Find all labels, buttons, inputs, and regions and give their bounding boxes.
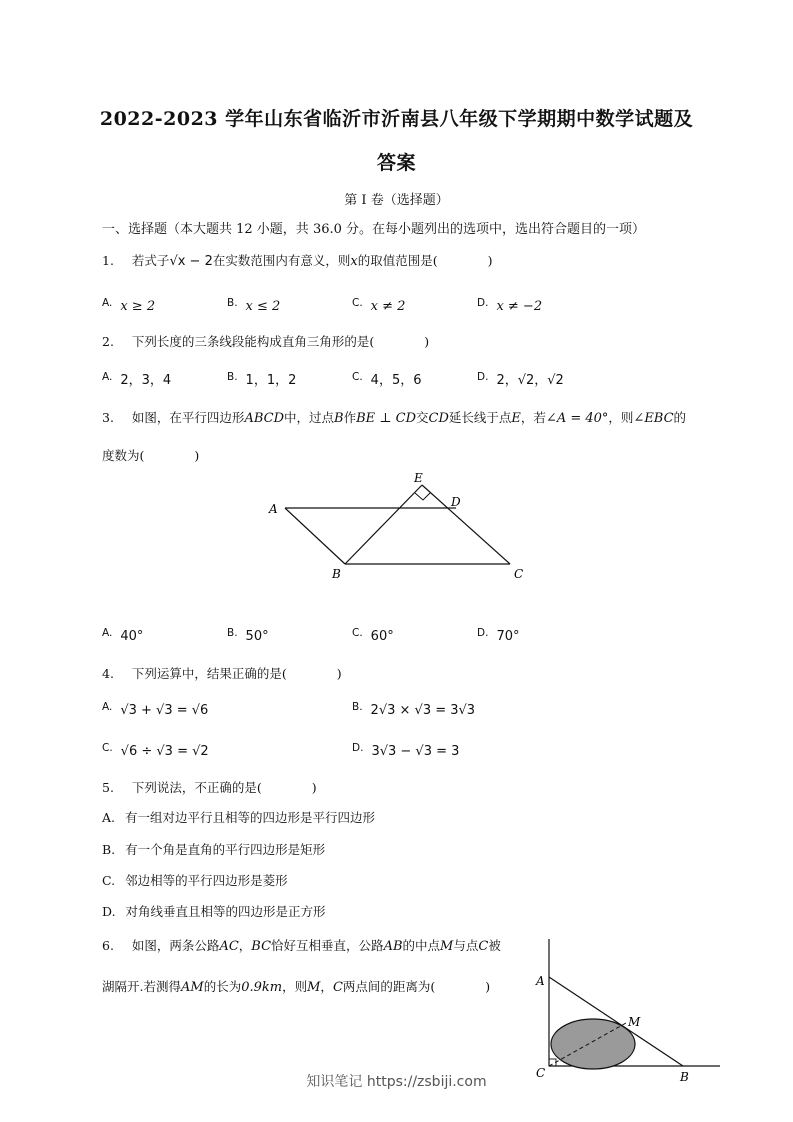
label-m: M [628,1015,641,1029]
q3-parallelogram-figure [260,468,540,586]
q6-lake-figure [530,935,730,1085]
q1-option-b: $^{B.}$ x ≤ 2 [227,297,281,314]
question-2: 2. 下列长度的三条线段能构成直角三角形的是( ) [102,334,430,349]
label-d: D [451,495,461,509]
question-1: 1. 若式子√x − 2在实数范围内有意义，则x的取值范围是( ) [102,253,493,269]
q5-option-a: A. 有一组对边平行且相等的四边形是平行四边形 [102,810,376,825]
q1-option-d: $^{D.}$ x ≠ −2 [477,297,543,314]
document-title-line-1: 2022-2023 学年山东省临沂市沂南县八年级下学期期中数学试题及 [99,108,694,130]
q1-option-a: $^{A.}$ x ≥ 2 [102,297,156,314]
q2-option-b: $^{B.}$ 1，1，2 [227,371,297,388]
question-number: 1. [102,253,114,268]
label-a: A [269,502,278,516]
label-b: B [332,567,341,581]
q3-option-a: $^{A.}$ 40° [102,627,144,644]
lake [551,1019,635,1069]
question-5: 5. 下列说法，不正确的是( ) [102,780,317,795]
label-a: A [536,974,545,988]
q4-option-a: $^{A.}$ √3 + √3 = √6 [102,701,209,718]
question-6-line-2: 湖隔开.若测得AM的长为0.9km，则M，C两点间的距离为( ) [102,979,491,995]
question-3: 3. 如图，在平行四边形ABCD中，过点B作BE ⊥ CD交CD延长线于点E，若∠A = 40°，则∠EBC的 [102,410,687,426]
label-c: C [514,567,524,581]
label-e: E [414,471,423,485]
q4-option-c: $^{C.}$ √6 ÷ √3 = √2 [102,742,209,759]
q2-option-a: $^{A.}$ 2，3，4 [102,371,172,388]
q2-option-d: $^{D.}$ 2，√2，√2 [477,371,564,388]
question-number: 3. [102,410,114,425]
sqrt-expression: √x − 2 [169,254,213,269]
q2-option-c: $^{C.}$ 4，5，6 [352,371,422,388]
segment-ab [285,508,345,564]
q1-option-c: $^{C.}$ x ≠ 2 [352,297,406,314]
q5-option-d: D. 对角线垂直且相等的四边形是正方形 [102,904,326,919]
question-4: 4. 下列运算中，结果正确的是( ) [102,666,342,681]
question-number: 5. [102,780,114,795]
question-number: 2. [102,334,114,349]
question-number: 6. [102,938,114,953]
q5-option-b: B. 有一个角是直角的平行四边形是矩形 [102,842,326,857]
q5-option-c: C. 邻边相等的平行四边形是菱形 [102,873,288,888]
document-title-line-2: 答案 [376,152,416,174]
q3-option-b: $^{B.}$ 50° [227,627,269,644]
volume-label: 第 I 卷（选择题） [344,193,449,208]
question-6: 6. 如图，两条公路AC，BC恰好互相垂直，公路AB的中点M与点C被 [102,938,501,954]
footer-watermark: 知识笔记 https://zsbiji.com [306,1074,487,1090]
q3-option-c: $^{C.}$ 60° [352,627,394,644]
right-angle-mark [415,493,430,500]
label-b: B [680,1070,689,1084]
segment-ce [422,485,510,564]
question-3-line-2: 度数为( ) [102,448,200,463]
section-heading: 一、选择题（本大题共 12 小题，共 36.0 分。在每小题列出的选项中，选出符合题目的一项） [102,222,646,237]
segment-be [345,485,422,564]
question-number: 4. [102,666,114,681]
q4-option-b: $^{B.}$ 2√3 × √3 = 3√3 [352,701,476,718]
q3-option-d: $^{D.}$ 70° [477,627,520,644]
label-c: C [536,1066,546,1080]
q4-option-d: $^{D.}$ 3√3 − √3 = 3 [352,742,460,759]
